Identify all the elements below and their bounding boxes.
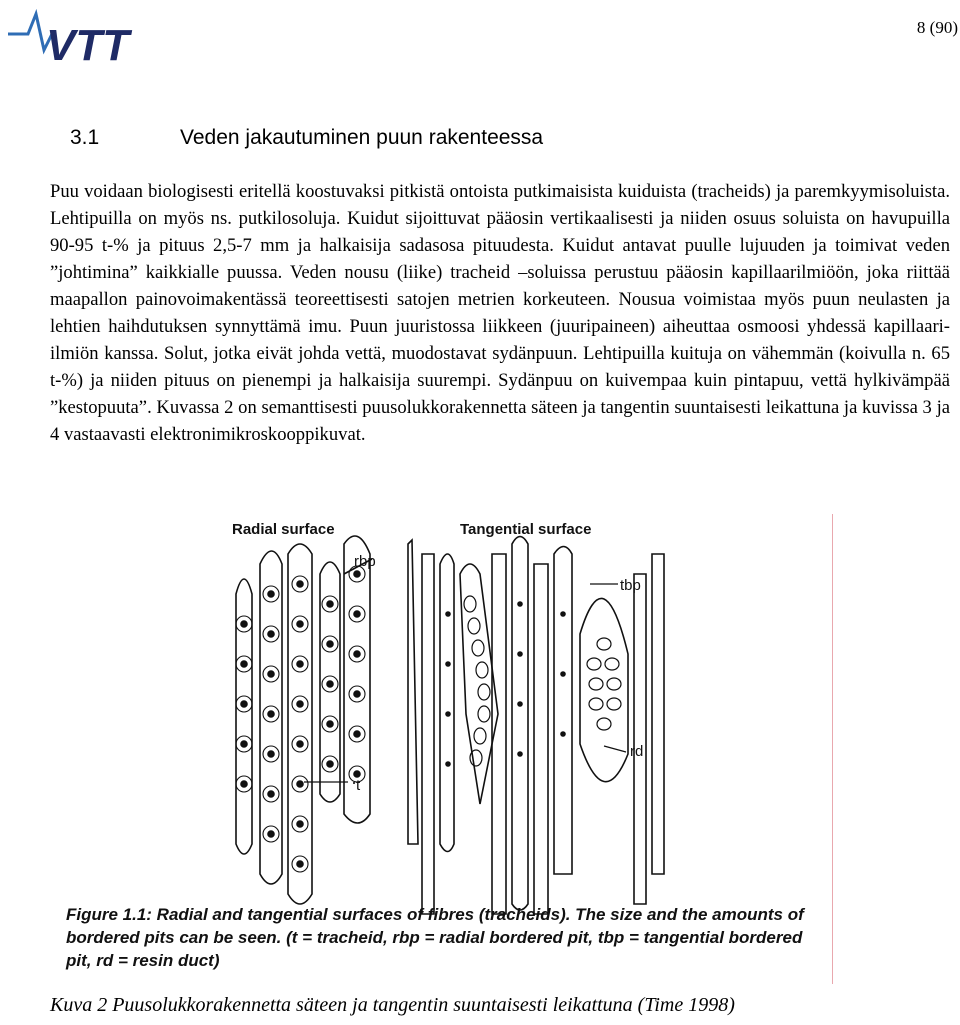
body-paragraph: Puu voidaan biologisesti eritellä koostuvaksi pitkistä ontoista putkimaisista kuiduista (tracheids) ja paremkyymisoluista. Lehtipuilla on myös ns. putkilosoluja. Kuidut sijoittuvat pääosin vertikaalisesti ja niiden osuus soluista on havupuilla 90-95 t-% ja pituus 2,5-7 mm ja halkaisija sadasosa pituudesta. Kuidut antavat puulle lujuuden ja toimivat veden ”johtimina” kaikkialle puussa. Veden nousu (liike) tracheid –soluissa perustuu pääosin kapillaarilmiöön, joka riittää maapallon painovoimakentässä teoreettisesti satojen metrien korkeuteen. Nousua voimistaa myös puun neulasten ja lehtien haihdutuksen synnyttämä imu. Puun juuristossa liikkeen (juuripaineen) aiheuttaa osmoosi yhdessä kapillaari-ilmiön kanssa. Solut, jotka eivät johda vettä, muodostavat sydänpuun. Lehtipuilla kuituja on vähemmän (koivulla n. 65 t-%) ja niiden pituus on pienempi ja halkaisija suurempi. Sydänpuu on kuivempaa kuin pintapuu, vettä hylkivämpää ”kestopuuta”. Kuvassa 2 on semanttisesti puusolukkorakennetta säteen ja tangentin suuntaisesti leikattuna ja kuvissa 3 ja 4 vastaavasti elektronimikroskooppikuvat. — [50, 181, 950, 445]
figure-border — [832, 514, 833, 984]
vtt-logo — [6, 4, 166, 66]
label-rd: rd — [630, 743, 644, 760]
logo-text: VTT — [46, 21, 130, 66]
label-t: t — [356, 777, 361, 794]
radial-surface-title: Radial surface — [232, 521, 335, 538]
section-heading — [70, 126, 543, 150]
label-tbp: tbp — [620, 577, 641, 594]
figure-caption-finnish: Kuva 2 Puusolukkorakennetta säteen ja tangentin suuntaisesti leikattuna (Time 1998) — [50, 994, 735, 1016]
section-title: Veden jakautuminen puun rakenteessa — [180, 126, 544, 149]
page-number: 8 (90) — [916, 18, 958, 37]
label-rbp: rbp — [354, 553, 376, 570]
tangential-surface-title: Tangential surface — [460, 521, 592, 538]
radial-tracheids — [236, 536, 372, 904]
figure-caption-english: Figure 1.1: Radial and tangential surfaces of fibres (tracheids). The size and the amounts of bordered pits can be seen. (t = tracheid, rbp = radial bordered pit, tbp = tangential bordered pit, rd = resin duct) — [66, 905, 804, 970]
section-number: 3.1 — [70, 126, 100, 149]
